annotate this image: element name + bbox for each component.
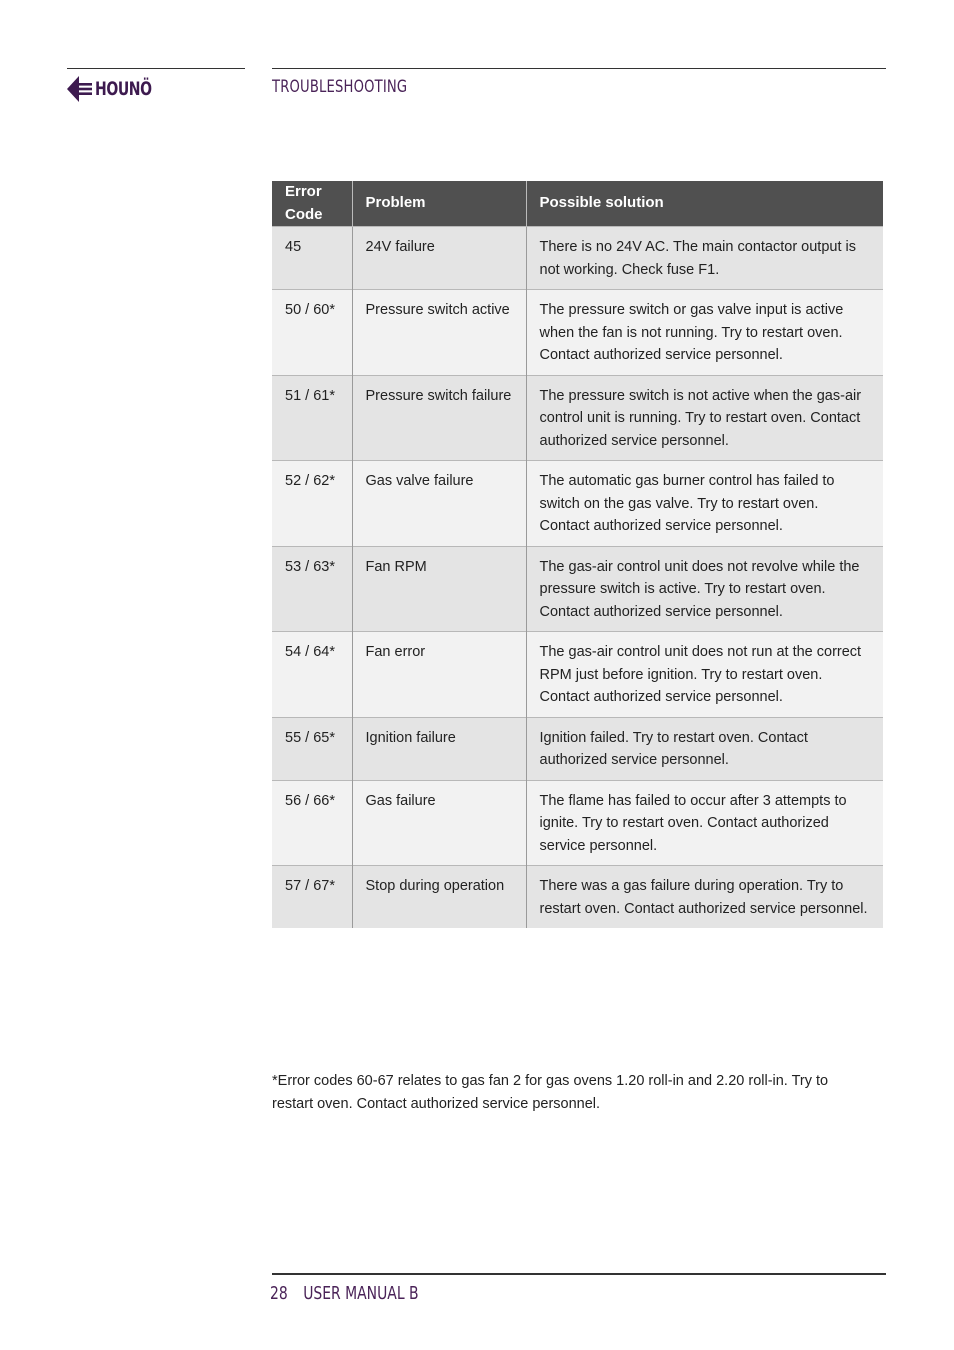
solution-cell: The pressure switch or gas valve input is active when the fan is not running. Try to restart oven. Contact authorized service personnel.: [526, 290, 883, 376]
error-code-cell: 57 / 67*: [272, 866, 352, 929]
table-footnote: *Error codes 60-67 relates to gas fan 2 for gas ovens 1.20 roll-in and 2.20 roll-in. Try to restart oven. Contact authorized service personnel.: [272, 1073, 829, 1112]
solution-cell: The flame has failed to occur after 3 attempts to ignite. Try to restart oven. Contact authorized service personnel.: [526, 780, 883, 866]
error-code-cell: 56 / 66*: [272, 780, 352, 866]
solution-cell: Ignition failed. Try to restart oven. Contact authorized service personnel.: [526, 717, 883, 780]
problem-cell: Pressure switch active: [352, 290, 526, 376]
table-row: [272, 546, 883, 632]
error-code-cell: 53 / 63*: [272, 546, 352, 632]
error-code-cell: 51 / 61*: [272, 375, 352, 461]
page-number: 28: [270, 1283, 288, 1304]
problem-cell: Fan RPM: [352, 546, 526, 632]
table-row: [272, 780, 883, 866]
brand-name: HOUNÖ: [95, 78, 152, 100]
error-code-cell: 50 / 60*: [272, 290, 352, 376]
error-code-cell: 55 / 65*: [272, 717, 352, 780]
solution-cell: The gas-air control unit does not run at the correct RPM just before ignition. Try to restart oven. Contact authorized service personnel.: [526, 632, 883, 718]
page-footer: [270, 1283, 419, 1304]
table-row: [272, 866, 883, 929]
problem-cell: Fan error: [352, 632, 526, 718]
table-row: [272, 227, 883, 290]
problem-cell: 24V failure: [352, 227, 526, 290]
table-row: [272, 632, 883, 718]
header-problem: Problem: [352, 181, 526, 227]
problem-cell: Gas failure: [352, 780, 526, 866]
footer-rule: [272, 1273, 886, 1275]
section-title: TROUBLESHOOTING: [272, 77, 408, 97]
header-error-code: Error Code: [272, 181, 352, 227]
hounoe-logo-icon: [67, 75, 93, 103]
table-header-row: [272, 181, 883, 227]
table-row: [272, 290, 883, 376]
solution-cell: The automatic gas burner control has failed to switch on the gas valve. Try to restart oven. Contact authorized service personnel.: [526, 461, 883, 547]
solution-cell: The pressure switch is not active when the gas-air control unit is running. Try to restart oven. Contact authorized service personnel.: [526, 375, 883, 461]
problem-cell: Pressure switch failure: [352, 375, 526, 461]
problem-cell: Stop during operation: [352, 866, 526, 929]
table-row: [272, 375, 883, 461]
error-code-cell: 52 / 62*: [272, 461, 352, 547]
problem-cell: Gas valve failure: [352, 461, 526, 547]
manual-title: USER MANUAL B: [303, 1283, 419, 1304]
header-possible-solution: Possible solution: [526, 181, 883, 227]
solution-cell: The gas-air control unit does not revolve while the pressure switch is active. Try to restart oven. Contact authorized service personnel.: [526, 546, 883, 632]
error-code-cell: 54 / 64*: [272, 632, 352, 718]
header-rule-left: [67, 68, 245, 69]
table-row: [272, 717, 883, 780]
error-code-table: [272, 181, 883, 928]
header-rule-right: [272, 68, 886, 69]
error-code-cell: 45: [272, 227, 352, 290]
brand-logo: [67, 74, 164, 104]
problem-cell: Ignition failure: [352, 717, 526, 780]
table-row: [272, 461, 883, 547]
solution-cell: There is no 24V AC. The main contactor output is not working. Check fuse F1.: [526, 227, 883, 290]
solution-cell: There was a gas failure during operation. Try to restart oven. Contact authorized service personnel.: [526, 866, 883, 929]
